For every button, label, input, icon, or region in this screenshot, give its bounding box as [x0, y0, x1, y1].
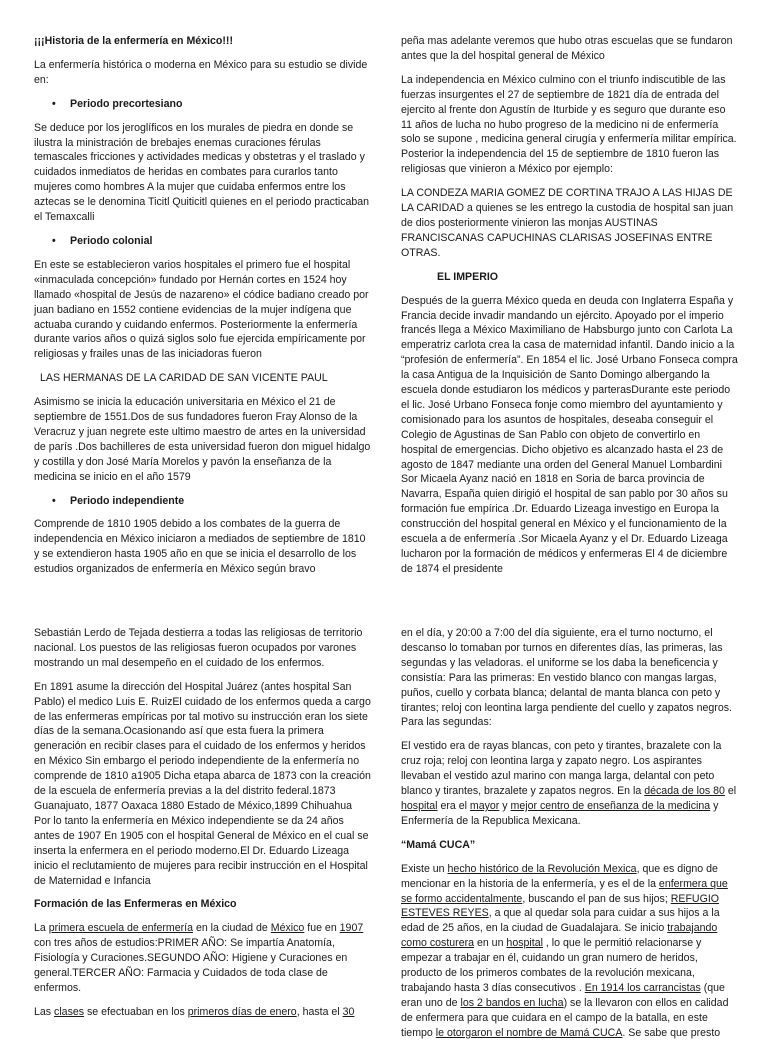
- link-clases[interactable]: clases: [54, 1005, 85, 1018]
- bullet-dot-icon: •: [52, 234, 56, 247]
- link-mayor[interactable]: mayor: [469, 799, 500, 812]
- intro-paragraph: La enfermería histórica o moderna en México para su estudio se divide en:: [34, 58, 368, 86]
- bottom-right-column: [401, 626, 738, 1050]
- right-paragraph-2: La independencia en México culmino con el triunfo indiscutible de las fuerzas insurgentes el 27 de septiembre de 1821 día de entrada del ejercito al frente don Agustín de Iturbide y es seguro que durante eso 11 años de lucha no hubo progreso de la medicino ni de enfermería solo se supone , medicina general cirugía y enfermería militar empírica. Posterior la independencia del 15 de septiembre de 1810 fueron las religiosas que vinieron a México por ejemplo:: [401, 73, 737, 176]
- link-costurera[interactable]: trabajando como costurera: [401, 922, 718, 950]
- bottom-page: [0, 612, 768, 1039]
- imperio-heading: EL IMPERIO: [437, 270, 499, 283]
- turnos-paragraph: en el día, y 20:00 a 7:00 del día siguiente, era el turno nocturno, el descanso lo tomaban por turnos en diferentes días, las primeras, las segundas y las veladoras. el uniforme se los daba la beneficencia y consistía: Para las primeras: En vestido blanco con mangas largas, puños, cuello y corbata blanca; delantal de manta blanca con peto y tirantes; reloj con leontina larga pendiente del cuello y zapatos negros. Para las segundas:: [401, 627, 732, 729]
- mama-cuca-heading: “Mamá CUCA”: [401, 838, 476, 851]
- link-mejor-centro[interactable]: mejor centro de enseñanza de la medicina: [510, 799, 711, 812]
- bullet-independiente: • Periodo independiente: [52, 494, 185, 507]
- bullet-colonial: • Periodo colonial: [52, 234, 153, 247]
- link-primeros-dias-enero[interactable]: primeros días de enero: [187, 1005, 297, 1018]
- bullet-dot-icon: •: [52, 97, 56, 110]
- link-hecho-historico[interactable]: hecho histórico de la Revolución Mexica: [447, 862, 637, 875]
- condeza-paragraph: LA CONDEZA MARIA GOMEZ DE CORTINA TRAJO A LAS HIJAS DE LA CARIDAD a quienes se les entrego la custodia de hospital san juan de dios posteriormente vinieron las monjas AUSTINAS FRANCISCANAS CAPUCHINAS CLARISAS JOSEFINAS ENTRE OTRAS.: [401, 187, 734, 259]
- lerdo-paragraph: Sebastián Lerdo de Tejada destierra a todas las religiosas de territorio nacional. Los puestos de las religiosas fueron ocupados por varones mostrando un mal desempeño en el cuidado de los enfermos.: [34, 627, 363, 669]
- link-1914-carrancistas[interactable]: En 1914 los carrancistas: [584, 981, 701, 994]
- page-gap: [0, 600, 768, 612]
- independiente-paragraph: Comprende de 1810 1905 debido a los combates de la guerra de independencia en México iniciaron a mediados de septiembre de 1810 y se extendieron hasta 1905 año en que se inicia el desarrollo de los estudios organizados de enfermería en México según bravo: [34, 518, 366, 576]
- imperio-paragraph: Después de la guerra México queda en deuda con Inglaterra España y Francia decide invadir mandando un ejército. Apoyado por el imperio francés llega a México Maximiliano de Habsburgo junto con Carlota La emperatriz carlota crea la casa de maternidad infantil. Dando inicio a la “profesión de enfermería”. En 1854 el lic. José Urbano Fonseca compra la casa Antigua de la Inquisición de Santo Domingo albergando la escuela donde estudiaron los médicos y parterasDurante este periodo el lic. José Urbano Fonseca fonje como miembro del ayuntamiento y comisionado para los asuntos de hospitales, deseaba conseguir el Colegio de Agustinas de San Pablo con objeto de convertirlo en hospital de emergencias. Dicho objetivo es alcanzado hasta el 23 de agosto de 1847 mediante una orden del General Manuel Lombardini Sor Micaela Ayanz nació en 1818 en Soria de barca provincia de Navarra, España quien dirigió el hospital de san pablo por 30 años su formación fue empírica .Dr. Eduardo Lizeaga investigo en Europa la construcción del hospital general en México y el funcionamiento de la escuela a de enfermería .Sor Micaela Ayanz y el Dr. Eduardo Lizeaga lucharon por la formación de médicos y enfermeras El 4 de diciembre de 1874 el presidente: [401, 294, 738, 575]
- top-left-column: [34, 34, 371, 586]
- bullet-dot-icon: •: [52, 494, 56, 507]
- top-right-column: [401, 34, 738, 586]
- universitaria-paragraph: Asimismo se inicia la educación universitaria en México el 21 de septiembre de 1551.Dos de sus fundadores fueron Fray Alonso de la Veracruz y juan negrete este ultimo maestro de artes en la universidad de parís .Dos bachilleres de esta universidad fueron don miguel hidalgo y costilla y don José María Morelos y pavón la enseñanza de la medicina se inicio en el año 1579: [34, 396, 371, 483]
- bullet-precortesiano: • Periodo precortesiano: [52, 97, 183, 110]
- formacion-paragraph: La primera escuela de enfermería en la ciudad de México fue en 1907 con tres años de estudios:PRIMER AÑO: Se impartía Anatomía, Fisiología y Curaciones.SEGUNDO AÑO: Higiene y Curaciones en general.TERCER AÑO: Farmacia y Cuidados de toda clase de enfermos.: [34, 922, 364, 994]
- hermanas-line: LAS HERMANAS DE LA CARIDAD DE SAN VICENTE PAUL: [40, 372, 328, 385]
- bottom-left-column: [34, 626, 371, 1029]
- right-paragraph-1: peña mas adelante veremos que hubo otras escuelas que se fundaron antes que la del hospital general de México: [401, 35, 733, 62]
- link-nombre-mama-cuca[interactable]: le otorgaron el nombre de Mamá CUCA: [435, 1026, 623, 1039]
- precortesiano-paragraph: Se deduce por los jeroglíficos en los murales de piedra en donde se ilustra la ministración de brebajes enemas curaciones férulas temascales fricciones y actividades medicas y obstetras y el traslado y cuidados inmediatos de heridas en combates para curarlos tanto mujeres como hombres A la mujer que cuidaba enfermos entre los aztecas se le denomina Ticitl Quiticitl quienes en el periodo practicaban el Temaxcalli: [34, 121, 370, 224]
- link-refugio-esteves[interactable]: REFUGIO ESTEVES REYES: [401, 892, 719, 920]
- colonial-paragraph: En este se establecieron varios hospitales el primero fue el hospital «inmaculada concepción» fundado por Hernán cortes en 1524 hoy llamado «hospital de Jesús de nazareno» el códice badiano creado por juan badiano en 1552 contiene evidencias de la mujer indígena que actuaba curando y cuidando enfermos. Posteriormente la enfermería durante varios años o quizá siglos solo fue ejercida empíricamente por religiosas y frailes unas de las iniciadoras fueron: [34, 258, 369, 361]
- link-1907[interactable]: 1907: [339, 922, 364, 935]
- link-primera-escuela[interactable]: primera escuela de enfermería: [48, 922, 193, 935]
- link-30[interactable]: 30: [342, 1005, 355, 1018]
- vestido-paragraph: El vestido era de rayas blancas, con peto y tirantes, brazalete con la cruz roja; reloj con leontina larga y zapato negro. Los aspirantes llevaban el vestido azul marino con manga larga, delantal con peto blanco y tirantes, brazalete y zapatos negros. En la década de los 80 el hospital era el mayor y mejor centro de enseñanza de la medicina y Enfermería de la Republica Mexicana.: [401, 740, 737, 827]
- link-mexico[interactable]: México: [270, 922, 305, 935]
- clases-paragraph: Las clases se efectuaban en los primeros días de enero, hasta el 30: [34, 1005, 355, 1018]
- formacion-heading: Formación de las Enfermeras en México: [34, 898, 237, 911]
- mama-cuca-paragraph: Existe un hecho histórico de la Revolución Mexica, que es digno de mencionar en la historia de la enfermería, y es el de la enfermera que se formo accidentalmente, buscando el pan de sus hijos; REFUGIO ESTEVES REYES, a que al quedar sola para cuidar a sus hijos a la edad de 25 años, en la ciudad de Guadalajara. Se inicio trabajando como costurera en un hospital , lo que le permitió relacionarse y empezar a trabajar en él, cuidando un gran numero de heridos, producto de los primeros combates de la revolución mexicana, trabajando hasta 3 días consecutivos . En 1914 los carrancistas (que eran uno de los 2 bandos en lucha) se la llevaron con ellos en calidad de enfermera para que cuidara en el campo de la batalla, en este tiempo le otorgaron el nombre de Mamá CUCA. Se sabe que presto: [401, 862, 729, 1039]
- link-enfermera-accidental[interactable]: enfermera que se formo accidentalmente: [401, 877, 728, 905]
- document-title: ¡¡¡Historia de la enfermería en México!!!: [34, 35, 233, 47]
- link-dos-bandos[interactable]: los 2 bandos en lucha: [460, 996, 564, 1009]
- link-hospital[interactable]: hospital: [401, 799, 438, 812]
- link-hospital-2[interactable]: hospital: [506, 937, 543, 950]
- link-decada-80[interactable]: década de los 80: [644, 785, 725, 798]
- hospital-juarez-paragraph: En 1891 asume la dirección del Hospital Juárez (antes hospital San Pablo) el medico Luis E. RuizEl cuidado de los enfermos queda a cargo de las enfermeras empíricas por tal motivo su instrucción eran los siete días de la semana.Ocasionando así que esta fuera la primera generación en recibir clases para el cuidado de los enfermos y heridos en México Sin embargo el periodo independiente de la enfermería no comprende de 1810 a1905 Dicha etapa abarca de 1873 con la creación de la escuela de enfermería previas a la del distrito federal.1873 Guanajuato, 1877 Oaxaca 1880 Estado de México,1899 Chihuahua Por lo tanto la enfermería en México independiente se da 24 años antes de 1907 En 1905 con el hospital General de México en el cual se inserta la enfermera en el periodo moderno.El Dr. Eduardo Lizeaga inicio el reclutamiento de mujeres para recibir instrucción en el Hospital de Maternidad e Infancia: [34, 680, 371, 887]
